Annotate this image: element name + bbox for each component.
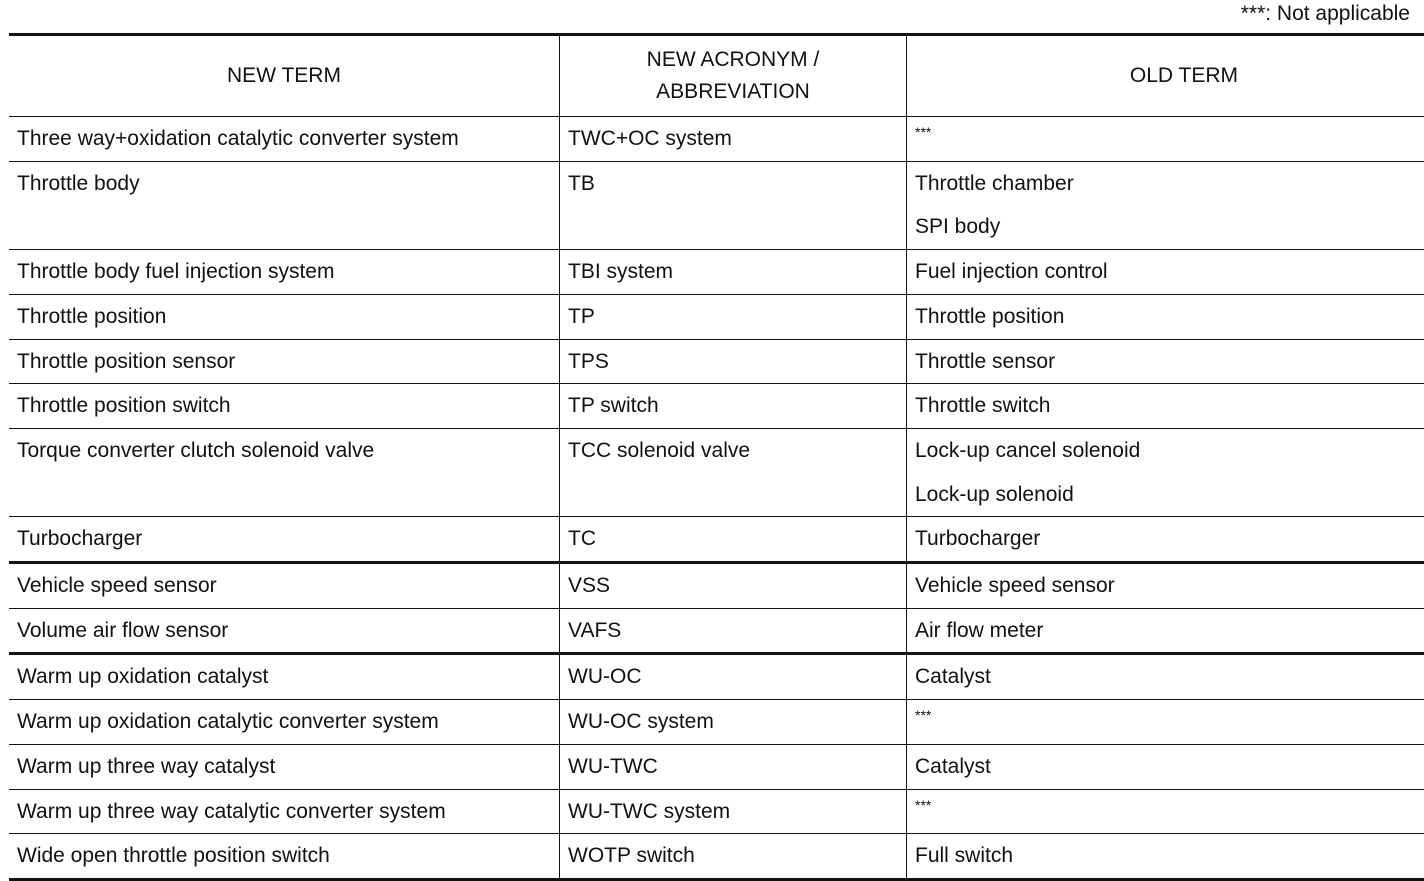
- header-row: [9, 35, 1424, 117]
- header-new-acronym-line1: NEW ACRONYM /: [568, 44, 898, 76]
- new-term-cell: Torque converter clutch solenoid valve: [9, 428, 560, 516]
- old-term-cell: [907, 250, 1424, 295]
- table-row: [9, 117, 1424, 162]
- acronym-cell: TPS: [560, 339, 907, 384]
- new-term-cell: Throttle position switch: [9, 384, 560, 429]
- new-term-cell: Warm up three way catalyst: [9, 744, 560, 789]
- acronym-cell: WU-OC system: [560, 700, 907, 745]
- acronym-cell: WOTP switch: [560, 834, 907, 880]
- acronym-cell: VSS: [560, 563, 907, 609]
- old-term-cell: [907, 744, 1424, 789]
- acronym-cell: WU-TWC system: [560, 789, 907, 834]
- table-row: [9, 744, 1424, 789]
- new-term-cell: Throttle body fuel injection system: [9, 250, 560, 295]
- table-row: [9, 161, 1424, 249]
- old-term-cell: [907, 428, 1424, 516]
- old-term-cell: [907, 654, 1424, 700]
- old-term-line: Turbocharger: [915, 517, 1424, 561]
- table-row: [9, 384, 1424, 429]
- acronym-cell: TC: [560, 517, 907, 563]
- table-row: [9, 608, 1424, 654]
- new-term-cell: Warm up three way catalytic converter system: [9, 789, 560, 834]
- acronym-cell: TP switch: [560, 384, 907, 429]
- old-term-line: Fuel injection control: [915, 250, 1424, 294]
- old-term-line: ***: [915, 117, 1424, 147]
- acronym-cell: TB: [560, 161, 907, 249]
- table-row: [9, 700, 1424, 745]
- old-term-cell: [907, 700, 1424, 745]
- table-row: [9, 428, 1424, 516]
- acronym-cell: TBI system: [560, 250, 907, 295]
- new-term-cell: Throttle body: [9, 161, 560, 249]
- old-term-line: SPI body: [915, 205, 1424, 249]
- old-term-line: ***: [915, 700, 1424, 730]
- new-term-cell: Vehicle speed sensor: [9, 563, 560, 609]
- acronym-cell: TCC solenoid valve: [560, 428, 907, 516]
- old-term-cell: [907, 161, 1424, 249]
- new-term-cell: Warm up oxidation catalytic converter system: [9, 700, 560, 745]
- new-term-cell: Throttle position: [9, 294, 560, 339]
- header-new-term: NEW TERM: [9, 35, 560, 117]
- acronym-cell: WU-OC: [560, 654, 907, 700]
- old-term-line: Throttle sensor: [915, 340, 1424, 384]
- header-old-term: OLD TERM: [907, 35, 1424, 117]
- acronym-cell: VAFS: [560, 608, 907, 654]
- new-term-cell: Wide open throttle position switch: [9, 834, 560, 880]
- old-term-line: Full switch: [915, 834, 1424, 878]
- table-row: [9, 517, 1424, 563]
- table-row: [9, 339, 1424, 384]
- old-term-cell: [907, 789, 1424, 834]
- new-term-cell: Turbocharger: [9, 517, 560, 563]
- old-term-cell: [907, 517, 1424, 563]
- old-term-cell: [907, 117, 1424, 162]
- table-row: [9, 654, 1424, 700]
- old-term-cell: [907, 294, 1424, 339]
- terms-table: [9, 33, 1424, 881]
- old-term-line: Catalyst: [915, 655, 1424, 699]
- old-term-cell: [907, 384, 1424, 429]
- table-row: [9, 789, 1424, 834]
- old-term-line: Air flow meter: [915, 609, 1424, 653]
- acronym-cell: TP: [560, 294, 907, 339]
- new-term-cell: Warm up oxidation catalyst: [9, 654, 560, 700]
- old-term-line: Throttle chamber: [915, 162, 1424, 206]
- table-row: [9, 834, 1424, 880]
- old-term-cell: [907, 834, 1424, 880]
- table-row: [9, 563, 1424, 609]
- acronym-cell: WU-TWC: [560, 744, 907, 789]
- old-term-line: Vehicle speed sensor: [915, 564, 1424, 608]
- old-term-cell: [907, 608, 1424, 654]
- header-new-acronym: [560, 35, 907, 117]
- old-term-cell: [907, 339, 1424, 384]
- new-term-cell: Volume air flow sensor: [9, 608, 560, 654]
- old-term-line: ***: [915, 790, 1424, 820]
- terms-body: [9, 117, 1424, 880]
- header-new-acronym-line2: ABBREVIATION: [568, 76, 898, 108]
- old-term-line: Throttle switch: [915, 384, 1424, 428]
- old-term-line: Throttle position: [915, 295, 1424, 339]
- old-term-cell: [907, 563, 1424, 609]
- new-term-cell: Three way+oxidation catalytic converter system: [9, 117, 560, 162]
- table-row: [9, 250, 1424, 295]
- new-term-cell: Throttle position sensor: [9, 339, 560, 384]
- old-term-line: Catalyst: [915, 745, 1424, 789]
- old-term-line: Lock-up cancel solenoid: [915, 429, 1424, 473]
- table-row: [9, 294, 1424, 339]
- acronym-cell: TWC+OC system: [560, 117, 907, 162]
- not-applicable-note: ***: Not applicable: [1241, 2, 1410, 26]
- old-term-line: Lock-up solenoid: [915, 473, 1424, 517]
